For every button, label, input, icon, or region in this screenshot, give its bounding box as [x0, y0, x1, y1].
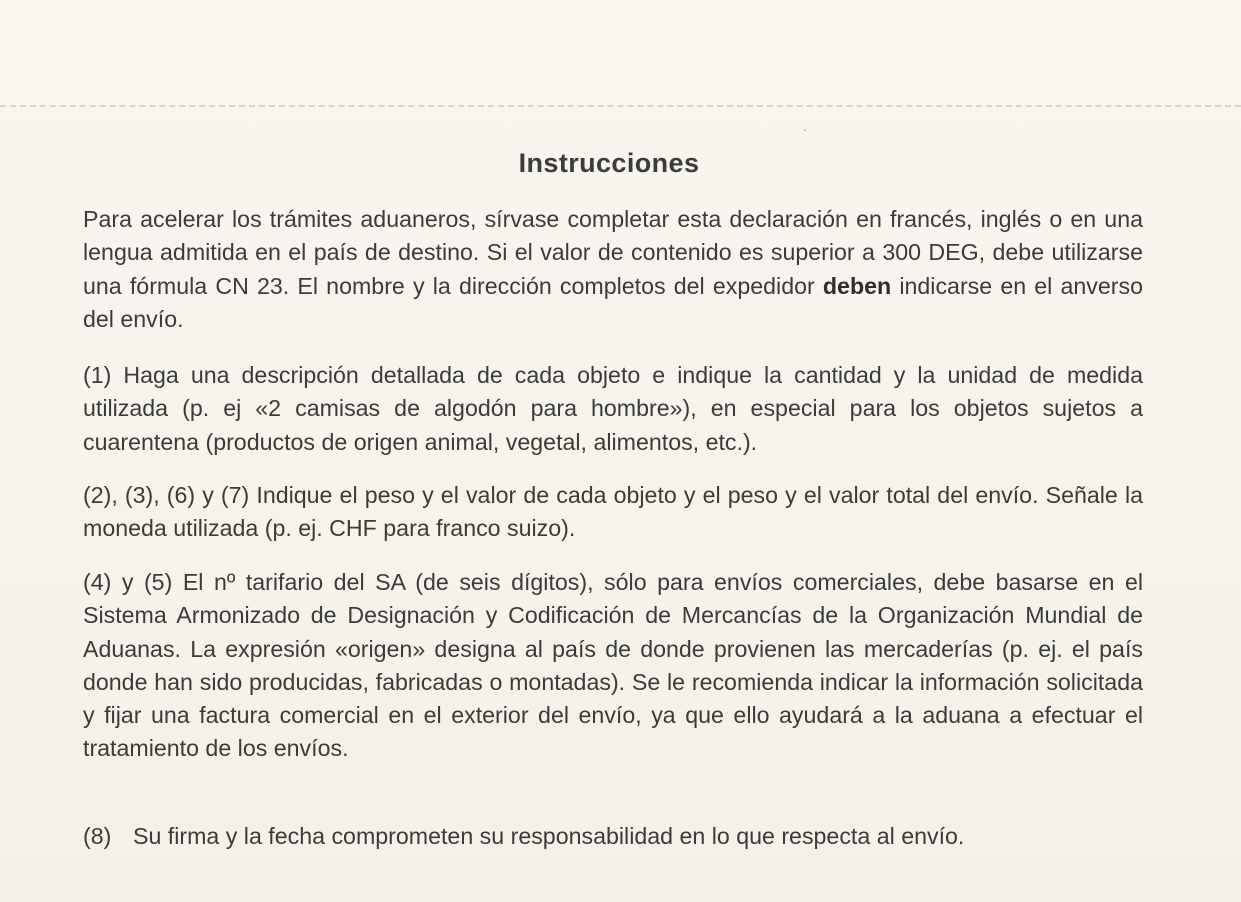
intro-paragraph: [83, 203, 1143, 336]
paper-speck: [804, 129, 806, 131]
item-8-text: Su firma y la fecha comprometen su responsabilidad en lo que respecta al envío.: [133, 823, 965, 849]
item-8-number: (8): [83, 823, 112, 849]
instruction-item-2-3-6-7: (2), (3), (6) y (7) Indique el peso y el valor de cada objeto y el peso y el valor total del envío. Señale la moneda utilizada (p. ej. CHF para franco suizo).: [83, 482, 1143, 542]
instruction-item-1: (1) Haga una descripción detallada de cada objeto e indique la cantidad y la unidad de medida utilizada (p. ej «2 camisas de algodón para hombre»), en especial para los objetos sujetos a cuarentena (productos de origen animal, vegetal, alimentos, etc.).: [83, 362, 1143, 455]
perforation-line: [0, 105, 1241, 107]
instruction-item-8: [83, 820, 1143, 853]
instruction-item-4-5: (4) y (5) El nº tarifario del SA (de seis dígitos), sólo para envíos comerciales, debe basarse en el Sistema Armonizado de Designación y Codificación de Mercancías de la Organización Mundial de Aduanas. La expresión «origen» designa al país de donde provienen las mercaderías (p. ej. el país donde han sido producidas, fabricadas o montadas). Se le recomienda indicar la información solicitada y fijar una factura comercial en el exterior del envío, ya que ello ayudará a la aduana a efectuar el tratamiento de los envíos.: [83, 569, 1143, 762]
page-title: Instrucciones: [518, 148, 700, 178]
intro-text-start: Para acelerar los trámites aduaneros, sírvase completar esta declaración en francés, inglés o en una lengua admitida en el país de destino. Si el valor de contenido es superior a 300 DEG, debe utilizarse una fórmula CN 23. El nombre y la dirección completos del expedidor: [83, 206, 1143, 299]
intro-bold-word: deben: [822, 272, 892, 299]
intro-text-end: indicarse en el anverso del envío.: [83, 272, 1143, 332]
